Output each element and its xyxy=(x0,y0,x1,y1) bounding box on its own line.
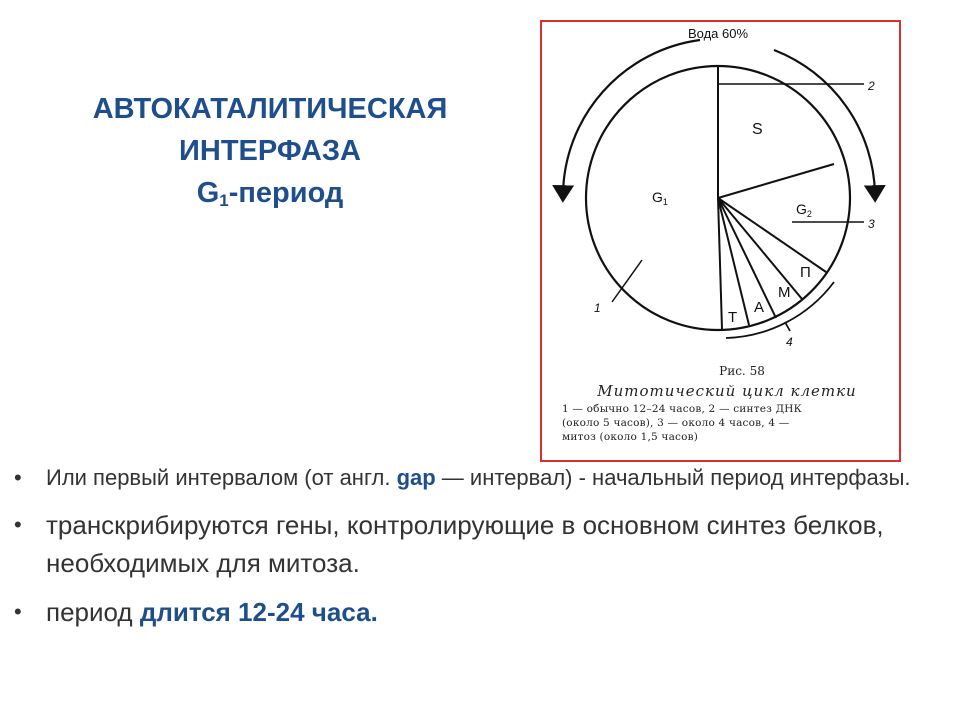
highlight-duration: длится 12-24 часа. xyxy=(139,597,378,627)
bullet-item: • период длится 12-24 часа. xyxy=(10,594,930,630)
title-line-3 xyxy=(60,172,480,214)
phase-a-label: А xyxy=(754,299,765,316)
figure-legend xyxy=(562,402,892,444)
phase-t-label: Т xyxy=(728,309,738,326)
legend-line: 1 — обычно 12–24 часов, 2 — синтез ДНК xyxy=(562,403,802,415)
title-g-sub: 1 xyxy=(219,191,229,210)
bullet-item: • Или первый интервалом (от англ. gap — интервал) - начальный период интерфазы. xyxy=(10,462,930,494)
figure-number: Рис. 58 xyxy=(719,364,765,378)
figure-title: Митотический цикл клетки xyxy=(597,382,857,400)
bullet-item: • транскрибируются гены, контролирующие в основном синтез белков, необходимых для митоза. xyxy=(10,506,930,582)
right-arc-arrow xyxy=(774,50,875,194)
legend-line: (около 5 часов), 3 — около 4 часов, 4 — xyxy=(562,417,790,429)
phase-m-label: М xyxy=(778,284,791,301)
left-arc-arrow xyxy=(563,40,700,194)
phase-g1-label: $G_1$ xyxy=(652,189,668,207)
callout-2: 2 xyxy=(868,79,875,93)
highlight-gap: gap xyxy=(396,465,436,490)
mitotic-cycle-figure xyxy=(540,20,901,462)
radius-s-g2 xyxy=(718,164,834,198)
phase-s-label: S xyxy=(752,121,763,138)
callout-1: 1 xyxy=(594,301,601,315)
bullet-list xyxy=(10,462,930,630)
title-g: G xyxy=(196,177,220,209)
title-period: -период xyxy=(228,177,344,209)
slide-title xyxy=(60,88,480,214)
legend-line: митоз (около 1,5 часов) xyxy=(562,431,699,443)
radius-t-g1 xyxy=(718,198,722,329)
water-label: Вода 60% xyxy=(687,26,749,41)
bracket-tick xyxy=(785,322,790,331)
title-line-1: АВТОКАТАЛИТИЧЕСКАЯ xyxy=(92,93,448,125)
phase-p-label: П xyxy=(800,264,811,281)
figure-caption xyxy=(562,364,892,444)
title-line-2: ИНТЕРФАЗА xyxy=(179,135,361,167)
callout-4: 4 xyxy=(786,335,793,349)
callout-3: 3 xyxy=(868,217,875,231)
phase-g2-label: $G_2$ xyxy=(796,201,812,219)
